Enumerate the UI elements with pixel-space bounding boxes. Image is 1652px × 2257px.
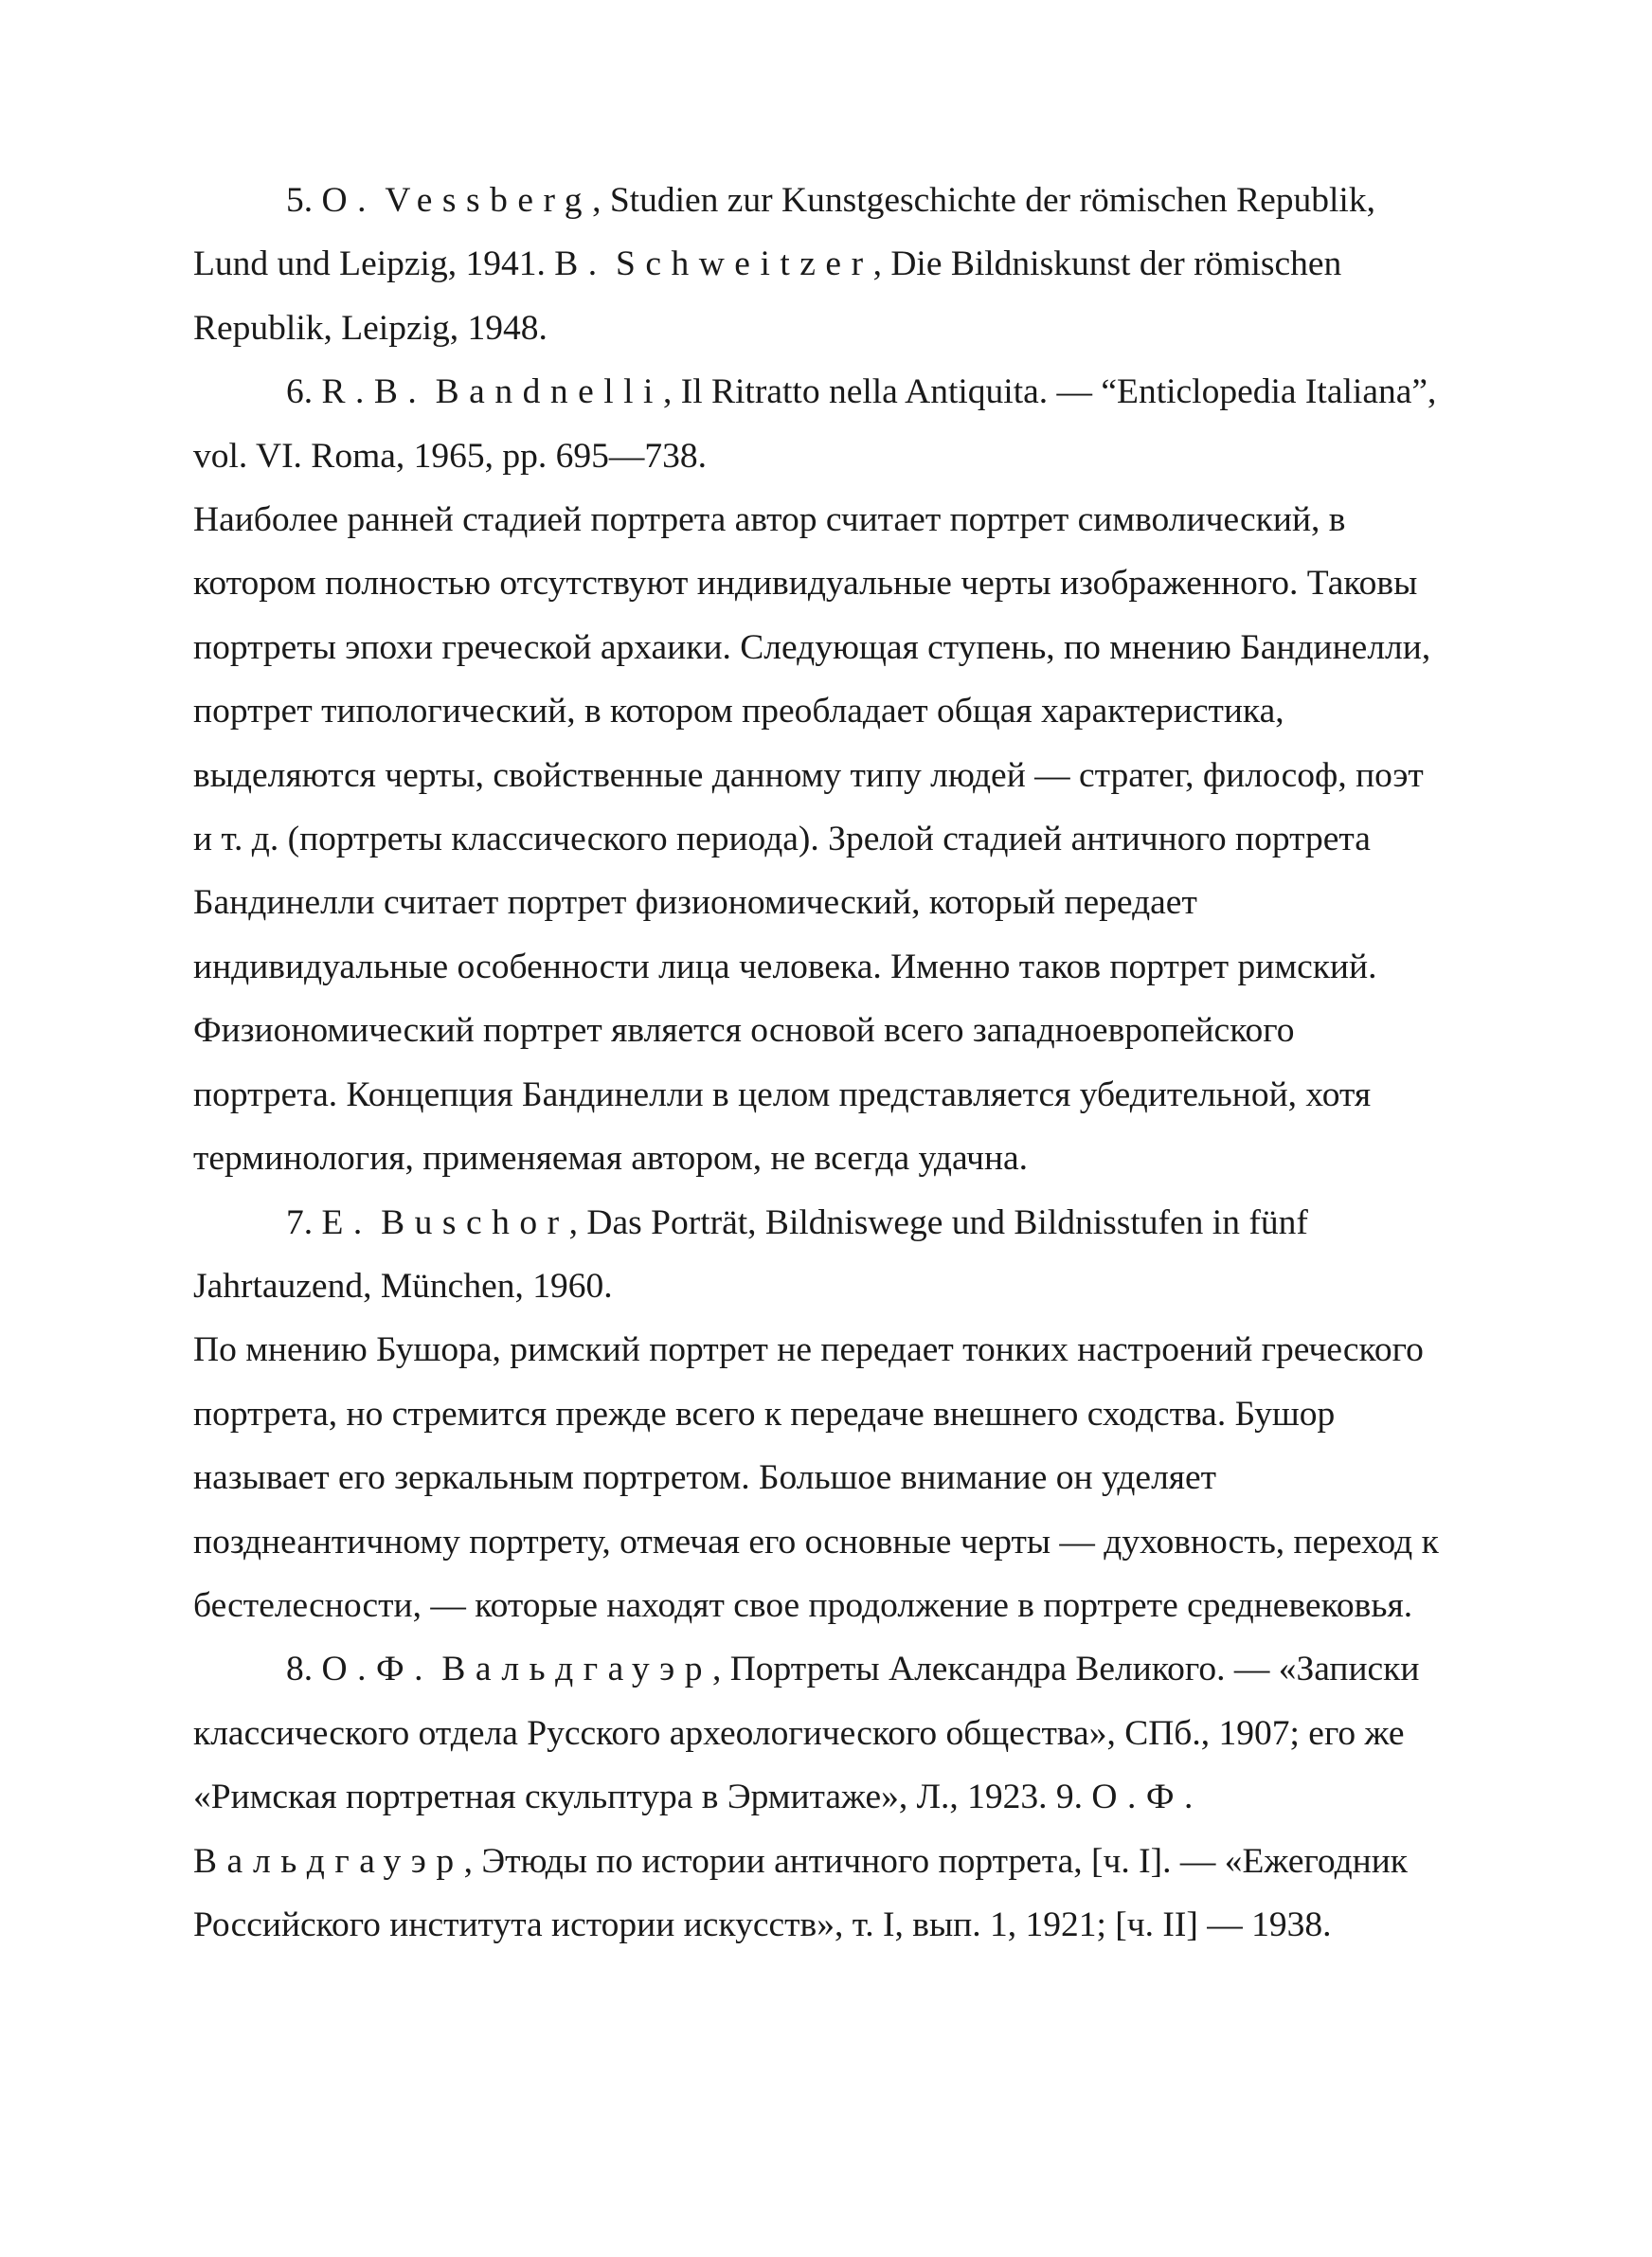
ref-number: 7. — [286, 1202, 314, 1242]
author-name: Buschor — [381, 1202, 569, 1242]
author-name: Bandnelli — [435, 372, 663, 412]
author-initial: О.Ф. — [321, 1650, 433, 1689]
author-name: Vessberg — [385, 181, 593, 220]
reference-5 — [193, 169, 1444, 360]
author-initial: B. — [554, 244, 607, 284]
author-initial: O. — [321, 181, 376, 220]
author-initial: R.B. — [321, 372, 427, 412]
ref-number: 5. — [286, 181, 314, 220]
reference-text: , Studien zur Kunstgeschichte der römischen Republik, Lund und Leipzig, 1941. — [193, 181, 1375, 284]
reference-6 — [193, 360, 1444, 488]
reference-text: , Il Ritratto nella Antiquita. — “Enticlopedia Italiana”, vol. VI. Roma, 1965, pp. 695—738. — [193, 372, 1437, 476]
ref-number: 8. — [286, 1650, 314, 1689]
ref-number: 6. — [286, 372, 314, 412]
reference-7-comment: По мнению Бушора, римский портрет не передает тонких настроений греческого портрета, но стремится прежде всего к передаче внешнего сходства. Бушор называет его зеркальным портретом. Большое внимание он уделяет позднеантичному портрету, отмечая его основные черты — духовность, переход к бестелесности, — которые находят свое продолжение в портрете средневековья. — [193, 1330, 1439, 1625]
reference-text: , Das Porträt, Bildniswege und Bildnisstufen in fünf Jahrtauzend, München, 1960. — [193, 1202, 1308, 1306]
author-name: Schweitzer — [615, 244, 873, 284]
author-name: Вальдгауэр — [441, 1650, 712, 1689]
author-name: Вальдгауэр — [193, 1841, 464, 1881]
reference-text: , Портреты Александра Великого. — «Записки классического отдела Русского археологического общества», СПб., 1907; его же «Римская портретная скульптура в Эрмитаже», Л., 1923. — [193, 1650, 1420, 1817]
reference-text: , Этюды по истории античного портрета, [ч. I]. — «Ежегодник Российского института истории искусств», т. I, вып. 1, 1921; [ч. II] — 1938. — [193, 1841, 1409, 1944]
document-page — [193, 169, 1444, 1957]
ref-number: 9. — [1055, 1778, 1084, 1817]
reference-7 — [193, 1191, 1444, 1319]
author-initial: О.Ф. — [1091, 1778, 1203, 1817]
reference-6-comment: Наиболее ранней стадией портрета автор считает портрет символический, в котором полностью отсутствуют индивидуальные черты изображенного. Таковы портреты эпохи греческой архаики. Следующая ступень, по мнению Бандинелли, портрет типологический, в котором преобладает общая характеристика, выделяются черты, свойственные данному типу людей — стратег, философ, поэт и т. д. (портреты классического периода). Зрелой стадией античного портрета Бандинелли считает портрет физиономический, который передает индивидуальные особенности лица человека. Именно таков портрет римский. Физиономический портрет является основой всего западноевропейского портрета. Концепция Бандинелли в целом представляется убедительной, хотя терминология, применяемая автором, не всегда удачна. — [193, 500, 1431, 1179]
reference-8-9 — [193, 1637, 1444, 1957]
reference-text: , Die Bildniskunst der römischen Republik, Leipzig, 1948. — [193, 244, 1342, 348]
author-initial: E. — [321, 1202, 372, 1242]
